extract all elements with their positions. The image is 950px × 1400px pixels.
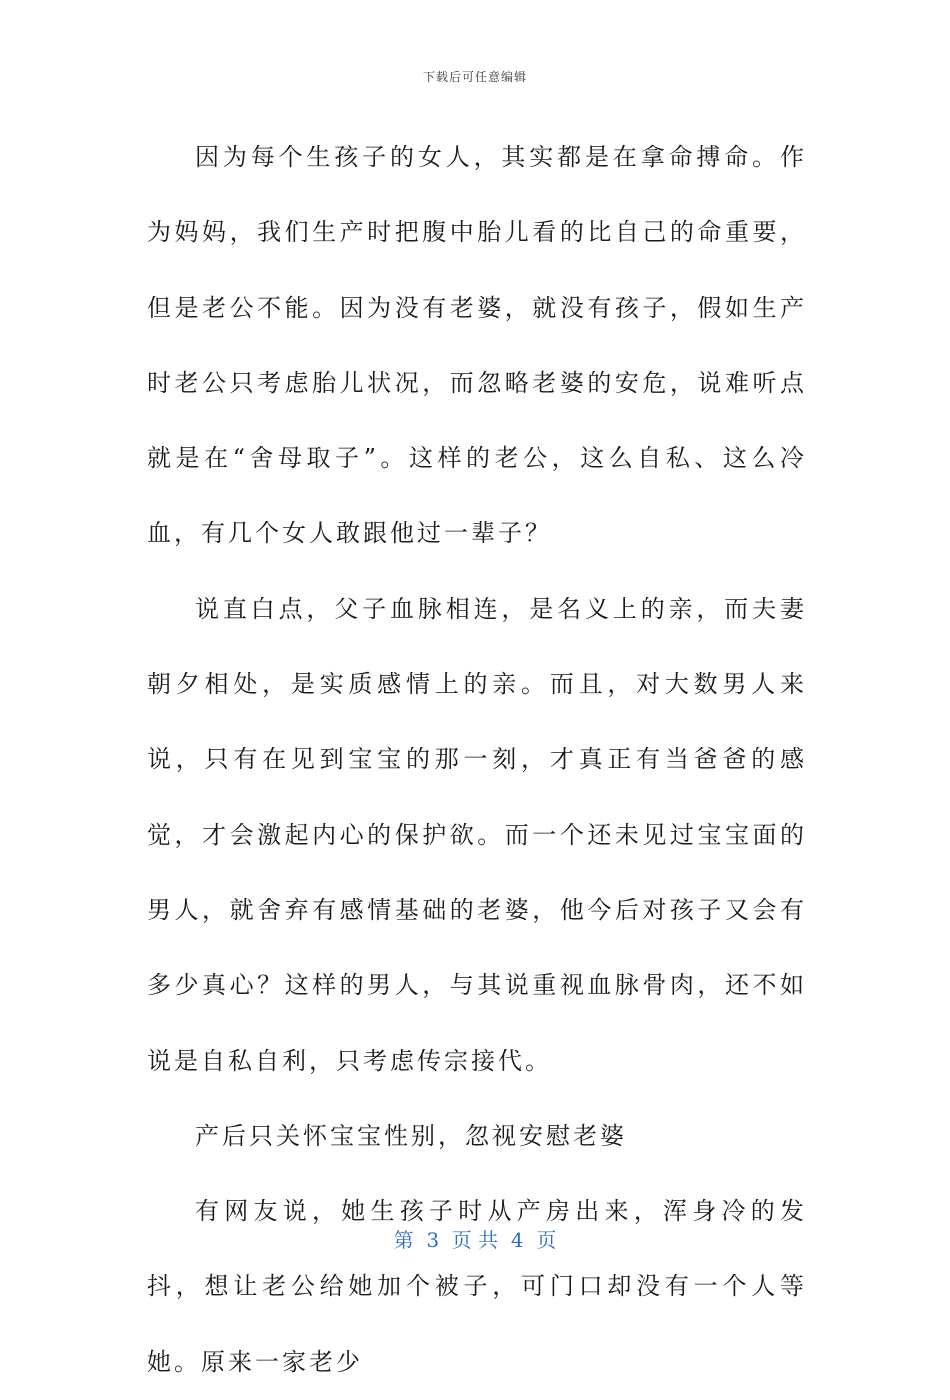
paragraph-2: 说直白点，父子血脉相连，是名义上的亲，而夫妻朝夕相处，是实质感情上的亲。而且，对大数男人来说，只有在见到宝宝的那一刻，才真正有当爸爸的感觉，才会激起内心的保护欲。而一个还未见过宝宝面的男人，就舍弃有感情基础的老婆，他今后对孩子又会有多少真心？这样的男人，与其说重视血脉骨肉，还不如说是自私自利，只考虑传宗接代。 bbox=[147, 594, 807, 1075]
document-body bbox=[147, 120, 807, 1400]
paragraph-1: 因为每个生孩子的女人，其实都是在拿命搏命。作为妈妈，我们生产时把腹中胎儿看的比自己的命重要，但是老公不能。因为没有老婆，就没有孩子，假如生产时老公只考虑胎儿状况，而忽略老婆的安危，说难听点就是在“舍母取子”。这样的老公，这么自私、这么冷血，有几个女人敢跟他过一辈子？ bbox=[147, 143, 807, 548]
header-note: 下载后可任意编辑 bbox=[422, 70, 527, 84]
paragraph-3-subheading: 产后只关怀宝宝性别，忽视安慰老婆 bbox=[195, 1121, 627, 1150]
paragraph-4: 有网友说，她生孩子时从产房出来，浑身冷的发抖，想让老公给她加个被子，可门口却没有一个人等她。原来一家老少 bbox=[147, 1197, 807, 1376]
page-number-footer: 第 3 页 共 4 页 bbox=[393, 1228, 557, 1252]
